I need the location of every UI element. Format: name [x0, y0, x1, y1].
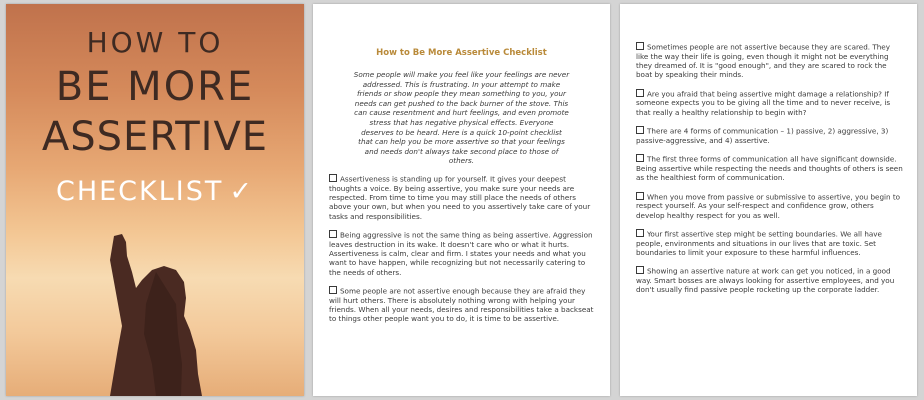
cover-title-line-2: BE MORE	[55, 64, 255, 110]
checkbox-icon[interactable]	[636, 42, 644, 50]
checklist-item	[636, 42, 903, 80]
checklist-item	[636, 89, 903, 117]
checklist-item-text: Assertiveness is standing up for yourself. It gives your deepest thoughts a voice. By being assertive, you make sure your needs are respected. From time to time you may still place the needs of others above your own, but when you need to you assertively take care of your tasks and responsibilities.	[329, 174, 591, 221]
checkbox-icon[interactable]	[636, 154, 644, 162]
cover-title-line-3: ASSERTIVE	[41, 114, 269, 160]
checklist-item-text: Showing an assertive nature at work can get you noticed, in a good way. Smart bosses are always looking for assertive employees, and you don't usually find passive people rocketing up the corporate ladder.	[636, 266, 895, 295]
checklist-item-text: Some people are not assertive enough because they are afraid they will hurt others. There is absolutely nothing wrong with helping your friends. When all your needs, desires and responsibilities take a backseat to things other people want you to do, it is time to be assertive.	[329, 286, 594, 324]
checklist-item	[636, 192, 903, 220]
checklist-item	[329, 230, 596, 277]
checklist-items-page-2	[636, 42, 903, 304]
checkbox-icon[interactable]	[636, 266, 644, 274]
checklist-page-1	[313, 4, 610, 396]
checklist-item	[329, 174, 596, 221]
checklist-item	[636, 229, 903, 257]
checklist-item-text: The first three forms of communication all have significant downside. Being assertive while respecting the needs and thoughts of others is seen as the healthiest form of communication.	[636, 154, 903, 183]
checklist-items-page-1	[329, 174, 596, 333]
checklist-item-text: Sometimes people are not assertive because they are scared. They like the way their life is going, even though it might not be everything they dreamed of. It is "good enough", and they are scared to rock the boat by speaking their minds.	[636, 42, 890, 80]
checklist-item	[636, 126, 903, 145]
cover-title-line-1: HOW TO	[86, 26, 224, 59]
checkbox-icon[interactable]	[636, 126, 644, 134]
checklist-item	[636, 266, 903, 294]
checklist-item-text: Being aggressive is not the same thing as being assertive. Aggression leaves destruction in its wake. It doesn't care who or what it hurts. Assertiveness is calm, clear and firm. I states your needs and what you want to have happen, while recognizing but not necessarily catering to the needs of others.	[329, 230, 593, 277]
checkbox-icon[interactable]	[329, 230, 337, 238]
checkbox-icon[interactable]	[329, 286, 337, 294]
checklist-item	[329, 286, 596, 324]
checklist-item-text: When you move from passive or submissive to assertive, you begin to respect yourself. As your self-respect and confidence grow, others develop healthy respect for you as well.	[636, 192, 901, 220]
cover-checklist-word: CHECKLIST	[55, 176, 224, 207]
checklist-page-2	[620, 4, 917, 396]
checkbox-icon[interactable]	[329, 174, 337, 182]
checklist-item-text: Your first assertive step might be setting boundaries. We all have people, environments and situations in our lives that are toxic. Set boundaries to limit your exposure to these harmful influences.	[636, 229, 882, 258]
checklist-intro: Some people will make you feel like your feelings are never addressed. This is frustrating. In your attempt to make friends or show people they mean something to you, your needs can get pushed to the back burner of the stove. This can cause resentment and hurt feelings, and even promote stress that has negative physical effects. Everyone deserves to be heard. Here is a quick 10-point checklist that can help you be more assertive so that your feelings and needs don't always take second place to those of others.	[353, 70, 570, 166]
checkmark-icon: ✓	[229, 176, 255, 207]
checkbox-icon[interactable]	[636, 89, 644, 97]
checkbox-icon[interactable]	[636, 192, 644, 200]
checklist-item	[636, 154, 903, 182]
cover-page	[6, 4, 304, 396]
checklist-title: How to Be More Assertive Checklist	[376, 48, 547, 58]
checklist-item-text: There are 4 forms of communication – 1) passive, 2) aggressive, 3) passive-aggressive, and 4) assertive.	[636, 126, 889, 145]
checkbox-icon[interactable]	[636, 229, 644, 237]
checklist-item-text: Are you afraid that being assertive might damage a relationship? If someone expects you to be giving all the time and to never receive, is that really a healthy relationship to begin with?	[636, 89, 891, 117]
cover-title-line-4	[6, 176, 304, 207]
